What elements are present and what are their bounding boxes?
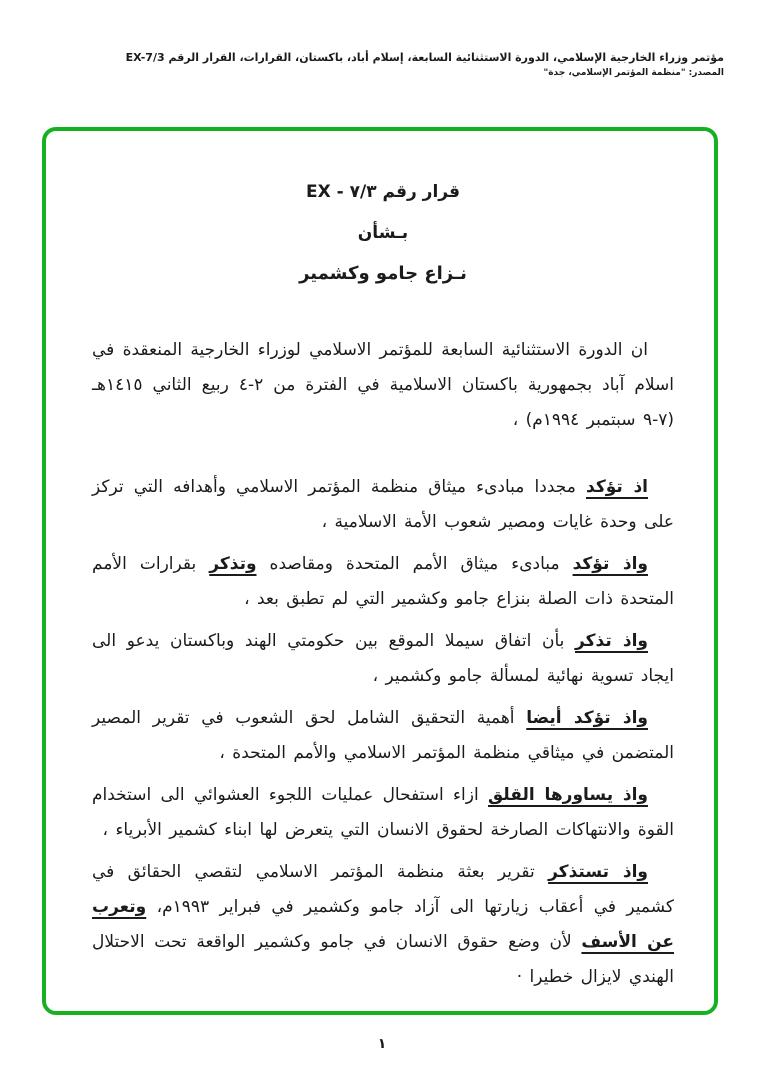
paragraph — [92, 778, 674, 848]
document-header — [40, 50, 724, 80]
lead-phrase: واذ يساورها القلق — [487, 785, 648, 805]
green-border-frame — [42, 127, 718, 1015]
document-paragraphs — [92, 333, 674, 995]
paragraph — [92, 624, 674, 694]
page-footer — [0, 1036, 764, 1052]
lead-phrase: واذ تؤكد أيضا — [526, 708, 648, 728]
lead-phrase: وتعرب عن الأسف — [92, 897, 674, 952]
paragraph — [92, 470, 674, 540]
lead-phrase: اذ تؤكد — [586, 477, 648, 497]
body-text: ازاء استفحال عمليات اللجوء العشوائي الى استخدام القوة والانتهاكات الصارخة لحقوق الانسان التي يتعرض لها ابناء كشمير الأبرياء ، — [92, 785, 674, 840]
lead-phrase: واذ تذكر — [575, 631, 648, 651]
title-block — [92, 179, 674, 287]
resolution-number-title: قرار رقم ٧/٣ - EX — [305, 182, 460, 202]
subject-title: نـزاع جامو وكشمير — [299, 263, 467, 284]
body-text: لأن وضع حقوق الانسان في جامو وكشمير الواقعة تحت الاحتلال الهندي لايزال خطيرا · — [92, 932, 674, 987]
paragraph — [92, 333, 674, 438]
body-text: بأن اتفاق سيملا الموقع بين حكومتي الهند وباكستان يدعو الى ايجاد تسوية نهائية لمسألة جامو وكشمير ، — [92, 631, 674, 686]
body-text: ان الدورة الاستثنائية السابعة للمؤتمر الاسلامي لوزراء الخارجية المنعقدة في اسلام آباد بجمهورية باكستان الاسلامية في الفترة من ٢-٤ ربيع الثاني ١٤١٥هـ (٧-٩ سبتمبر ١٩٩٤م) ، — [92, 340, 674, 430]
header-line-1: مؤتمر وزراء الخارجية الإسلامي، الدورة الاستثنائية السابعة، إسلام أباد، باكستان، القرارات، القرار الرقم EX-7/3 — [125, 51, 724, 64]
document-content — [46, 131, 714, 995]
body-text: أهمية التحقيق الشامل لحق الشعوب في تقرير المصير المتضمن في ميثاقي منظمة المؤتمر الاسلامي والأمم المتحدة ، — [92, 708, 674, 763]
lead-phrase: واذ تستذكر — [548, 862, 648, 882]
body-text: مبادىء ميثاق الأمم المتحدة ومقاصده — [256, 554, 573, 574]
paragraph — [92, 547, 674, 617]
page-number: ١ — [377, 1036, 387, 1052]
lead-phrase: واذ تؤكد — [572, 554, 648, 574]
body-text: بقرارات الأمم المتحدة ذات الصلة بنزاع جامو وكشمير التي لم تطبق بعد ، — [92, 554, 674, 609]
regarding-label: بـشأن — [357, 223, 409, 243]
body-text: تقرير بعثة منظمة المؤتمر الاسلامي لتقصي الحقائق في كشمير في أعقاب زيارتها الى آزاد جامو وكشمير في فبراير ١٩٩٣م، — [92, 862, 674, 917]
paragraph — [92, 701, 674, 771]
paragraph — [92, 855, 674, 995]
body-text: مجددا مبادىء ميثاق منظمة المؤتمر الاسلامي وأهدافه التي تركز على وحدة غايات ومصير شعوب الأمة الاسلامية ، — [92, 477, 674, 532]
header-line-2: المصدر: "منظمة المؤتمر الإسلامي، جدة" — [543, 68, 724, 78]
lead-phrase: وتذكر — [209, 554, 257, 574]
